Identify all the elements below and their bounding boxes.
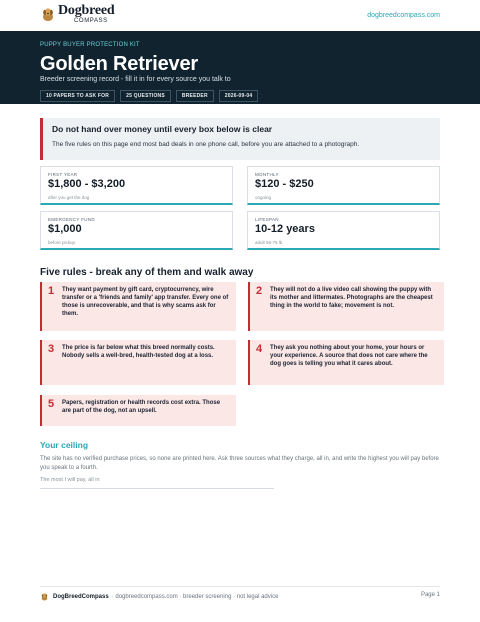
- rule-text: They ask you nothing about your home, your hours or your experience. A source that does not care where the dog goes is telling you what it cares about.: [270, 345, 428, 367]
- rule-card-3: [40, 340, 236, 385]
- ceiling-body: The site has no verified purchase prices, so none are printed here. Ask three sources what they charge, all in, and write the highest you will pay before you speak to a fourth.: [40, 456, 439, 471]
- rule-text: They want payment by gift card, cryptocurrency, wire transfer or a 'friends and family' app transfer. Every one of those is unrecoverable, and that is why scams ask for them.: [62, 287, 229, 317]
- stat-card-first-year: [40, 166, 233, 205]
- stat-value: $1,800 - $3,200: [48, 178, 126, 190]
- tag-date: 2026-09-04: [219, 90, 259, 102]
- footer-divider: [40, 586, 440, 587]
- rule-number: 3: [48, 343, 55, 355]
- site-link[interactable]: dogbreedcompass.com: [367, 12, 440, 19]
- dog-logo-icon: [40, 6, 56, 22]
- stat-value: $1,000: [48, 223, 82, 235]
- rule-card-5: [40, 395, 236, 426]
- rule-number: 2: [256, 285, 263, 297]
- page-title: Golden Retriever: [40, 53, 198, 75]
- stat-value: 10-12 years: [255, 223, 315, 235]
- logo-subtitle: COMPASS: [74, 18, 108, 24]
- dog-logo-icon: [40, 592, 49, 601]
- logo[interactable]: [40, 4, 114, 24]
- stat-value: $120 - $250: [255, 178, 314, 190]
- stat-label: FIRST YEAR: [48, 172, 78, 177]
- rules-heading: Five rules - break any of them and walk away: [40, 267, 254, 278]
- stat-card-monthly: [247, 166, 440, 205]
- ceiling-heading: Your ceiling: [40, 440, 89, 450]
- hero-kicker: PUPPY BUYER PROTECTION KIT: [40, 42, 140, 48]
- stat-note: ongoing: [255, 195, 272, 200]
- stat-label: LIFESPAN: [255, 217, 279, 222]
- ceiling-field-label: The most I will pay, all in: [40, 477, 100, 483]
- stat-card-emergency-fund: [40, 211, 233, 250]
- warning-body: The five rules on this page end most bad deals in one phone call, before you are attached to a photograph.: [52, 141, 360, 148]
- rule-card-4: [248, 340, 444, 385]
- logo-name: Dogbreed: [58, 3, 115, 18]
- rule-text: Papers, registration or health records cost extra. Those are part of the dog, not an upsell.: [62, 400, 221, 414]
- rule-number: 4: [256, 343, 263, 355]
- rule-number: 1: [48, 285, 55, 297]
- rule-text: The price is far below what this breed normally costs. Nobody sells a well-bred, health-tested dog at a loss.: [62, 345, 215, 359]
- footer: [40, 592, 278, 601]
- rule-card-1: [40, 282, 236, 331]
- footer-text: · dogbreedcompass.com · breeder screening · not legal advice: [111, 593, 279, 600]
- footer-brand: DogBreedCompass: [53, 593, 109, 600]
- page-subtitle: Breeder screening record - fill it in for every source you talk to: [40, 76, 231, 83]
- hero-banner: [0, 31, 480, 104]
- stat-label: MONTHLY: [255, 172, 279, 177]
- tag-list: [40, 90, 258, 102]
- rule-number: 5: [48, 398, 55, 410]
- stat-note: before pickup: [48, 240, 76, 245]
- tag-source-type: BREEDER: [176, 90, 214, 102]
- tag-papers: 10 PAPERS TO ASK FOR: [40, 90, 115, 102]
- warning-heading: Do not hand over money until every box below is clear: [52, 124, 273, 134]
- stat-note: after you get the dog: [48, 195, 90, 200]
- rule-card-2: [248, 282, 444, 331]
- page-number: Page 1: [420, 592, 440, 598]
- rule-text: They will not do a live video call showing the puppy with its mother and littermates. Photographs are the cheapest thing in the world to fake; movement is not.: [270, 287, 433, 309]
- stat-note: adult 55-75 lb: [255, 240, 283, 245]
- stat-label: EMERGENCY FUND: [48, 217, 95, 222]
- stat-card-lifespan: [247, 211, 440, 250]
- top-bar: [0, 0, 480, 31]
- tag-questions: 25 QUESTIONS: [120, 90, 171, 102]
- ceiling-write-in-line[interactable]: [40, 488, 274, 489]
- warning-callout: [40, 118, 440, 160]
